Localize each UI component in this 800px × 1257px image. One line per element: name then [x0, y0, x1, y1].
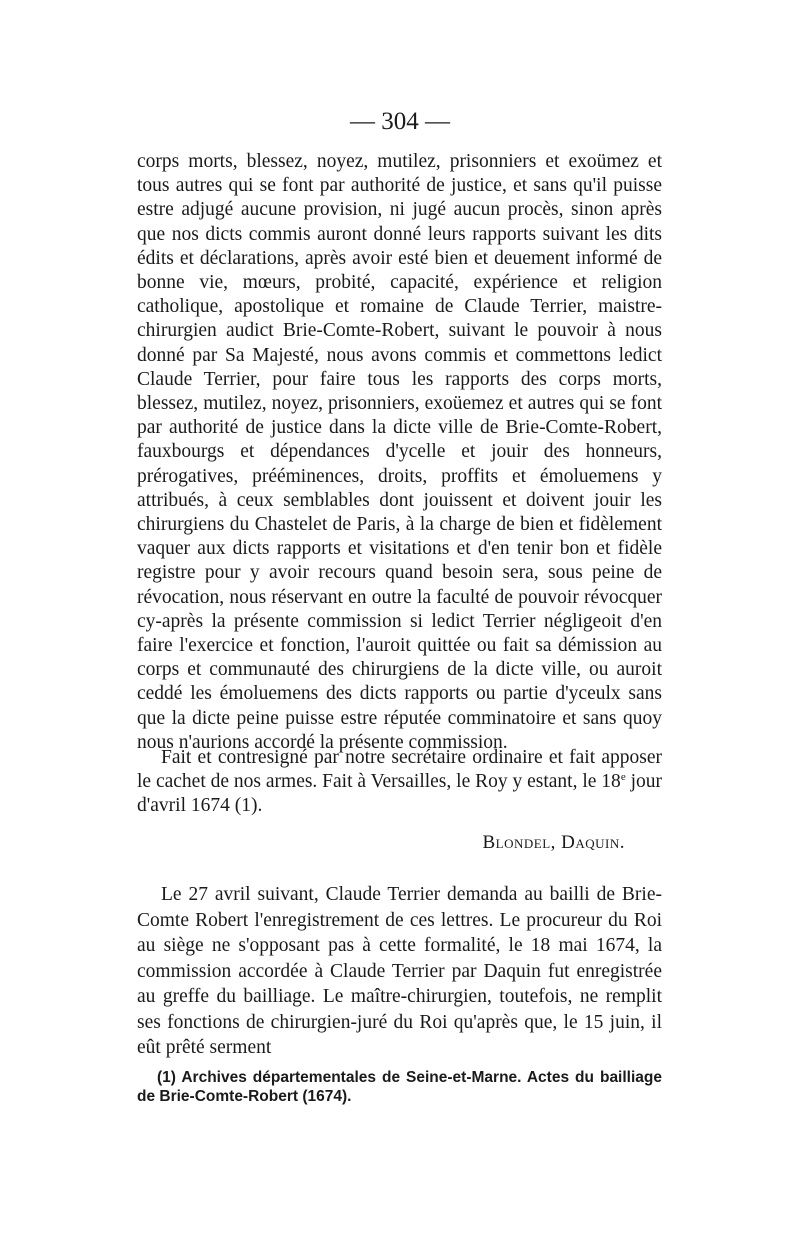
paragraph-commission-text: corps morts, blessez, noyez, mutilez, prisonniers et exoümez et tous autres qui se font par authorité de justice, et sans qu'il puisse estre adjugé aucune provision, ni jugé aucun procès, sinon après que nos dicts commis auront donné leurs rapports suivant les dits édits et déclarations, après avoir esté bien et deuement informé de bonne vie, mœurs, probité, capacité, expérience et religion catholique, apostolique et romaine de Claude Terrier, maistre-chirurgien audict Brie-Comte-Robert, suivant le pouvoir à nous donné par Sa Majesté, nous avons commis et commettons ledict Claude Terrier, pour faire tous les rapports des corps morts, blessez, mutilez, noyez, prisonniers, exoüemez et autres qui se font par authorité de justice dans la dicte ville de Brie-Comte-Robert, fauxbourgs et dépendances d'ycelle et jouir des honneurs, prérogatives, prééminences, droits, proffits et émoluemens y attribués, à ceux semblables dont jouissent et doivent jouir les chirurgiens du Chastelet de Paris, à la charge de bien et fidèlement vaquer aux dicts rapports et visitations et d'en tenir bon et fidèle registre pour y avoir recours quand besoin sera, sous peine de révocation, nous réservant en outre la faculté de pouvoir révocquer cy-après la présente commission si ledict Terrier négligeoit d'en faire l'exercice et fonction, l'auroit quittée ou fait sa démission au corps et communauté des chirurgiens de la dicte ville, ou auroit ceddé les émoluemens des dicts rapports ou partie d'yceulx sans que la dicte peine puisse estre réputée comminatoire et sans quoy nous n'aurions accordé la présente commission. — [137, 151, 662, 753]
signing-text: Fait et contresigné par notre secrétaire ordinaire et fait apposer le cachet de nos armes. Fait à Versailles, le Roy y estant, le 18 — [137, 747, 662, 793]
paragraph-signing — [137, 746, 662, 819]
signing-text-end: jour d'avril 1674 (1). — [137, 771, 662, 817]
page-number: — 304 — — [350, 108, 450, 135]
footnote: (1) Archives départementales de Seine-et-Marne. Actes du bailliage de Brie-Comte-Robert (1674). — [137, 1069, 662, 1105]
ordinal-superscript: e — [620, 771, 626, 784]
signature-line: Blondel, Daquin. — [482, 832, 625, 853]
paragraph-registration: Le 27 avril suivant, Claude Terrier demanda au bailli de Brie-Comte Robert l'enregistrement de ces lettres. Le procureur du Roi au siège ne s'opposant pas à cette formalité, le 18 mai 1674, la commission accordée à Claude Terrier par Daquin fut enregistrée au greffe du bailliage. Le maître-chirurgien, toutefois, ne remplit ses fonctions de chirurgien-juré du Roi qu'après que, le 15 juin, il eût prêté serment — [137, 884, 662, 1058]
